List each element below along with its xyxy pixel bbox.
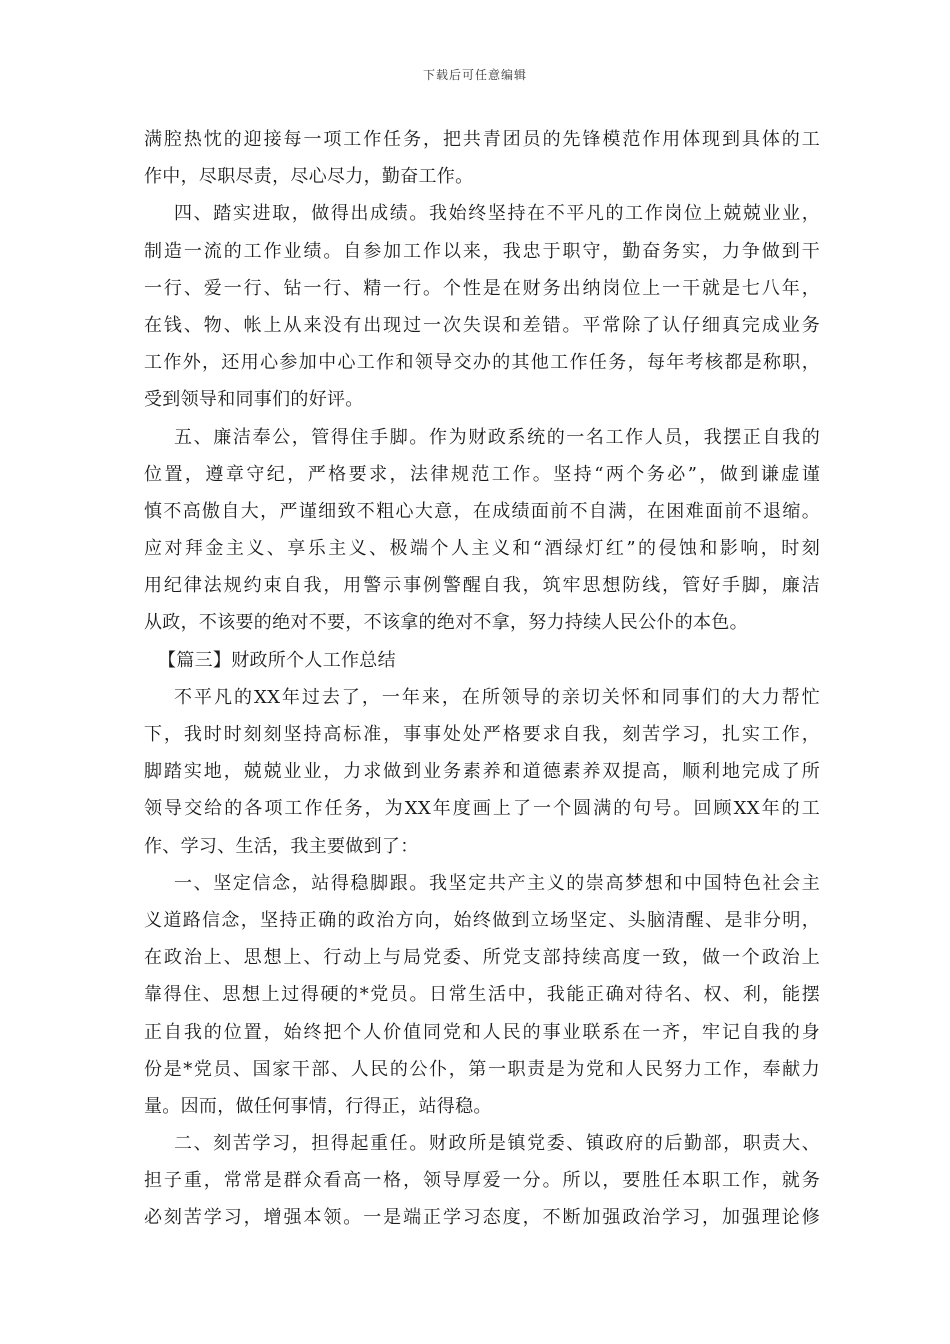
text-line: 在政治上、思想上、行动上与局党委、所党支部持续高度一致，做一个政治上 [144,947,820,969]
text-line: 应对拜金主义、享乐主义、极端个人主义和“酒绿灯红”的侵蚀和影响，时刻 [144,538,820,560]
text-line: 一、坚定信念，站得稳脚跟。我坚定共产主义的崇高梦想和中国特色社会主 [174,872,820,894]
text-line: 作、学习、生活，我主要做到了： [144,835,419,857]
text-line: 份是*党员、国家干部、人民的公仆，第一职责是为党和人民努力工作，奉献力 [144,1058,820,1080]
text-line: 正自我的位置，始终把个人价值同党和人民的事业联系在一齐，牢记自我的身 [144,1021,820,1043]
text-line: 领导交给的各项工作任务，为XX年度画上了一个圆满的句号。回顾XX年的工 [144,798,820,820]
page-header-note: 下载后可任意编辑 [422,68,527,82]
text-line: 下，我时时刻刻坚持高标准，事事处处严格要求自我，刻苦学习，扎实工作， [144,724,820,745]
text-line: 靠得住、思想上过得硬的*党员。日常生活中，我能正确对待名、权、利，能摆 [144,984,820,1006]
text-line: 一行、爱一行、钻一行、精一行。个性是在财务出纳岗位上一干就是七八年， [144,277,820,299]
section-heading: 【篇三】财政所个人工作总结 [158,649,396,671]
text-line: 担子重，常常是群众看高一格，领导厚爱一分。所以，要胜任本职工作，就务 [144,1170,820,1192]
text-line: 慎不高傲自大，严谨细致不粗心大意，在成绩面前不自满，在困难面前不退缩。 [144,500,820,522]
text-line: 五、廉洁奉公，管得住手脚。作为财政系统的一名工作人员，我摆正自我的 [174,426,820,448]
text-line: 在钱、物、帐上从来没有出现过一次失误和差错。平常除了认仔细真完成业务 [144,314,820,336]
text-line: 脚踏实地，兢兢业业，力求做到业务素养和道德素养双提高，顺利地完成了所 [144,761,820,783]
text-line: 从政，不该要的绝对不要，不该拿的绝对不拿，努力持续人民公仆的本色。 [144,612,748,634]
text-line: 满腔热忱的迎接每一项工作任务，把共青团员的先锋模范作用体现到具体的工 [144,129,820,150]
text-line: 受到领导和同事们的好评。 [144,389,364,411]
text-line: 位置，遵章守纪，严格要求，法律规范工作。坚持“两个务必”，做到谦虚谨 [144,463,820,485]
text-line: 二、刻苦学习，担得起重任。财政所是镇党委、镇政府的后勤部，职责大、 [174,1133,820,1155]
text-line: 作中，尽职尽责，尽心尽力，勤奋工作。 [144,166,474,188]
document-body [144,121,820,1237]
text-line: 量。因而，做任何事情，行得正，站得稳。 [144,1095,492,1117]
text-line: 不平凡的XX年过去了，一年来，在所领导的亲切关怀和同事们的大力帮忙 [174,686,820,708]
text-line: 制造一流的工作业绩。自参加工作以来，我忠于职守，勤奋务实，力争做到干 [144,240,820,262]
text-line: 工作外，还用心参加中心工作和领导交办的其他工作任务，每年考核都是称职， [144,352,820,374]
text-line: 义道路信念，坚持正确的政治方向，始终做到立场坚定、头脑清醒、是非分明， [144,909,820,931]
text-line: 用纪律法规约束自我，用警示事例警醒自我，筑牢思想防线，管好手脚，廉洁 [144,575,820,597]
text-line: 必刻苦学习，增强本领。一是端正学习态度，不断加强政治学习，加强理论修 [144,1207,820,1229]
text-line: 四、踏实进取，做得出成绩。我始终坚持在不平凡的工作岗位上兢兢业业， [174,203,820,225]
